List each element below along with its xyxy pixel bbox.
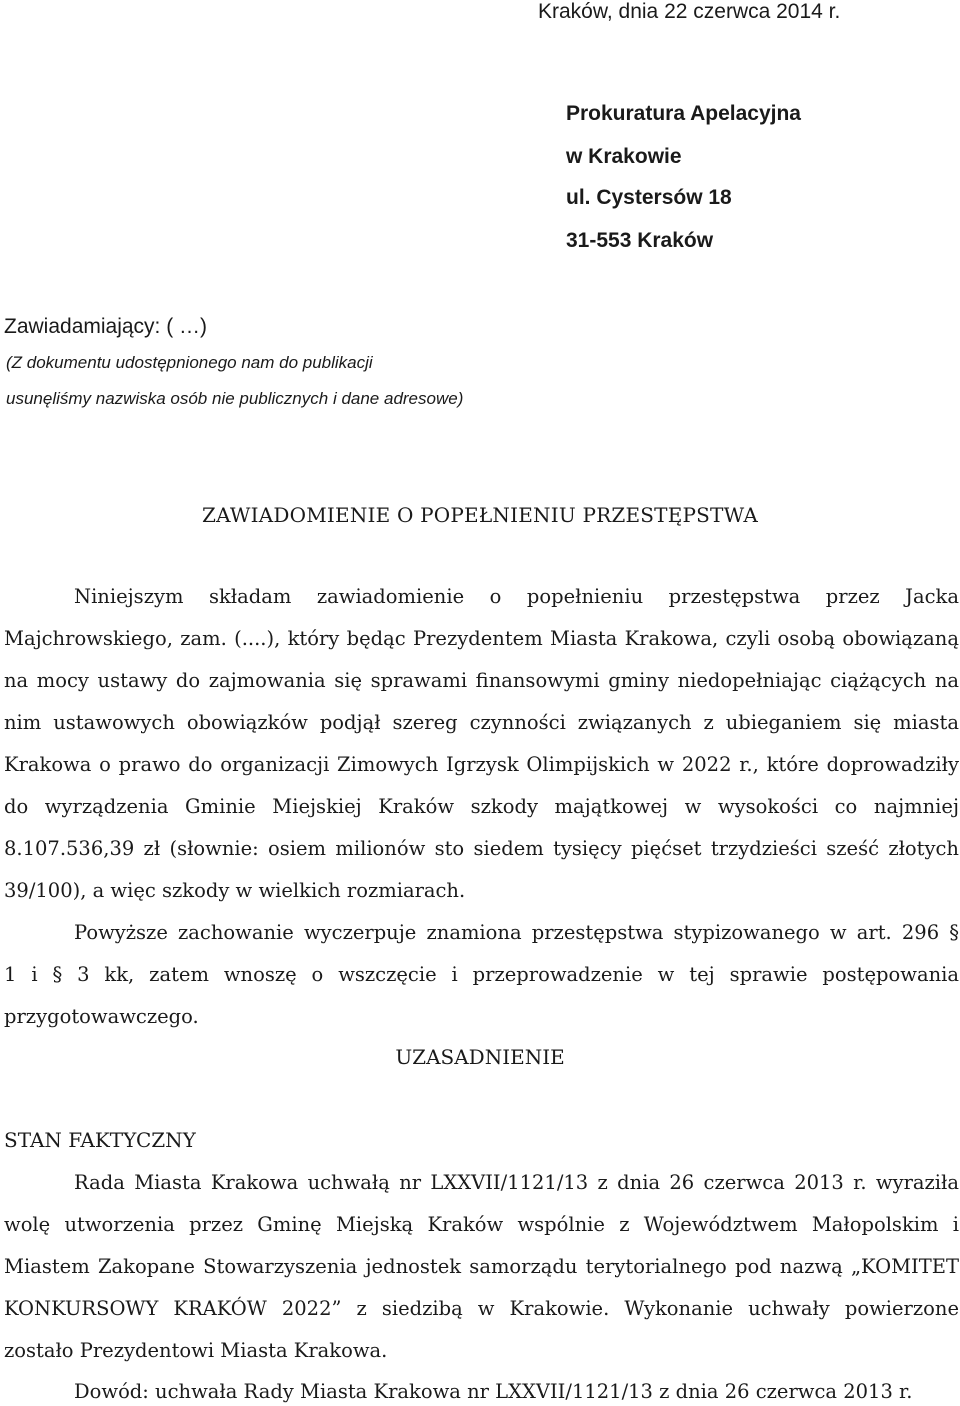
evidence-line: Dowód: uchwała Rady Miasta Krakowa nr LXXVII/1121/13 z dnia 26 czerwca 2013 r.	[74, 1380, 913, 1403]
paragraph-line: Rada Miasta Krakowa uchwałą nr LXXVII/1121/13 z dnia 26 czerwca 2013 r. wyraziła	[74, 1171, 959, 1194]
recipient-line-2: w Krakowie	[566, 145, 682, 168]
document-date: Kraków, dnia 22 czerwca 2014 r.	[538, 0, 841, 23]
paragraph-line: 1 i § 3 kk, zatem wnoszę o wszczęcie i przeprowadzenie w tej sprawie postępowania	[4, 963, 959, 986]
paragraph-line: Majchrowskiego, zam. (....), który będąc Prezydentem Miasta Krakowa, czyli osobą obowiązaną	[4, 627, 959, 650]
section-heading-facts: STAN FAKTYCZNY	[4, 1128, 196, 1152]
paragraph-line: zostało Prezydentowi Miasta Krakowa.	[4, 1339, 388, 1362]
paragraph-line: na mocy ustawy do zajmowania się sprawami finansowymi gminy niedopełniając ciążących na	[4, 669, 959, 692]
paragraph-line: KONKURSOWY KRAKÓW 2022” z siedzibą w Krakowie. Wykonanie uchwały powierzone	[4, 1297, 959, 1320]
paragraph-facts	[4, 1169, 959, 1379]
paragraph-accusation	[4, 583, 959, 919]
paragraph-legal-basis	[4, 919, 959, 1045]
section-heading-justification: UZASADNIENIE	[395, 1045, 565, 1069]
redaction-note-line-1: (Z dokumentu udostępnionego nam do publikacji	[6, 353, 373, 372]
paragraph-line: przygotowawczego.	[4, 1005, 199, 1028]
paragraph-line: do wyrządzenia Gminie Miejskiej Kraków szkody majątkowej w wysokości co najmniej	[4, 795, 959, 818]
recipient-line-3: ul. Cystersów 18	[566, 186, 732, 209]
paragraph-line: Powyższe zachowanie wyczerpuje znamiona przestępstwa stypizowanego w art. 296 §	[74, 921, 959, 944]
paragraph-line: 8.107.536,39 zł (słownie: osiem milionów sto siedem tysięcy pięćset trzydzieści sześć złotych	[4, 837, 959, 860]
paragraph-line: Niniejszym składam zawiadomienie o popełnieniu przestępstwa przez Jacka	[74, 585, 959, 608]
paragraph-line: wolę utworzenia przez Gminę Miejską Kraków wspólnie z Województwem Małopolskim i	[4, 1213, 959, 1236]
document-title: ZAWIADOMIENIE O POPEŁNIENIU PRZESTĘPSTWA	[201, 503, 758, 527]
recipient-line-1: Prokuratura Apelacyjna	[566, 102, 801, 125]
redaction-note-line-2: usunęliśmy nazwiska osób nie publicznych i dane adresowe)	[6, 389, 464, 408]
recipient-line-4: 31-553 Kraków	[566, 229, 714, 252]
paragraph-line: 39/100), a więc szkody w wielkich rozmiarach.	[4, 879, 466, 902]
paragraph-line: nim ustawowych obowiązków podjął szereg czynności związanych z ubieganiem się miasta	[4, 711, 959, 734]
notifier-label: Zawiadamiający: ( …)	[4, 315, 208, 338]
paragraph-line: Krakowa o prawo do organizacji Zimowych Igrzysk Olimpijskich w 2022 r., które doprowadziły	[4, 753, 959, 776]
paragraph-line: Miastem Zakopane Stowarzyszenia jednostek samorządu terytorialnego pod nazwą „KOMITET	[4, 1255, 959, 1278]
